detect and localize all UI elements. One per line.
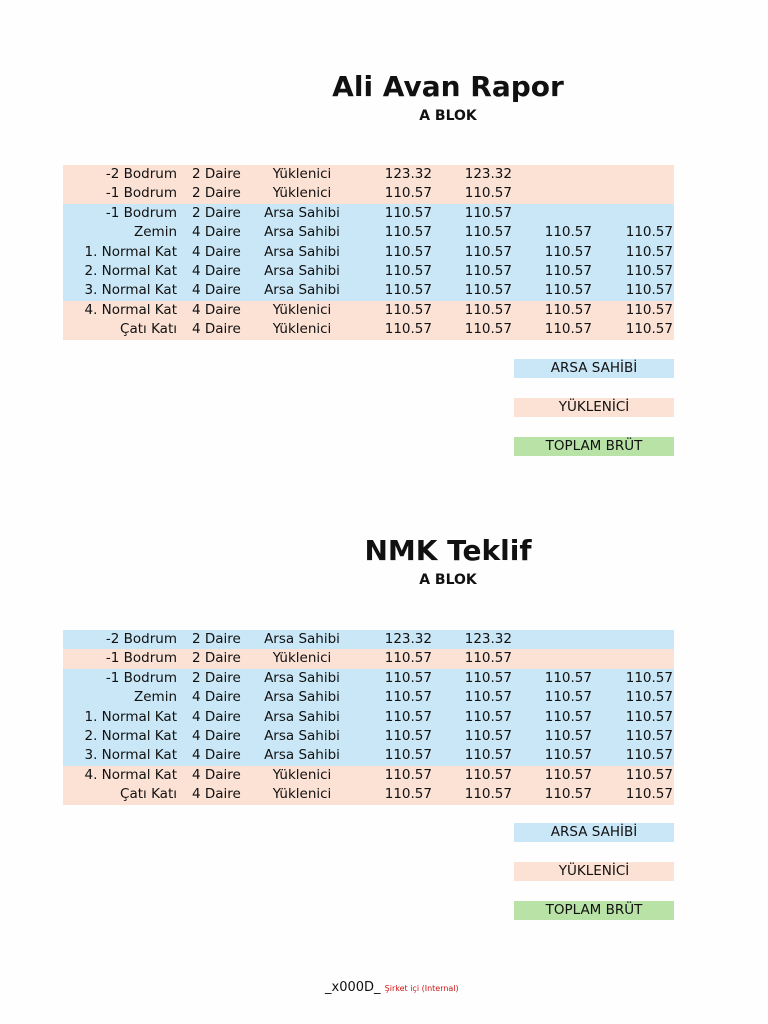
owner-cell: Arsa Sahibi [264, 727, 340, 744]
owner-cell: Arsa Sahibi [264, 224, 340, 241]
area-cell-3: 110.57 [544, 766, 592, 783]
floor-cell: 3. Normal Kat [84, 282, 177, 299]
section-subtitle: A BLOK [419, 108, 477, 124]
table-row [63, 630, 674, 649]
owner-cell: Yüklenici [272, 766, 332, 783]
units-cell: 4 Daire [192, 282, 241, 299]
section-title: Ali Avan Rapor [332, 70, 564, 103]
area-cell-2: 110.57 [464, 786, 512, 803]
table-row [63, 688, 674, 707]
owner-cell: Yüklenici [272, 185, 332, 202]
floor-cell: -1 Bodrum [105, 650, 177, 667]
floor-cell: 1. Normal Kat [84, 243, 177, 260]
area-cell-1: 110.57 [384, 224, 432, 241]
units-cell: 2 Daire [192, 669, 241, 686]
area-cell-3: 110.57 [544, 321, 592, 338]
footer-text: _x000D_ [325, 980, 381, 995]
area-cell-1: 123.32 [384, 631, 432, 647]
owner-cell: Yüklenici [272, 301, 332, 318]
table-row [63, 204, 674, 223]
area-cell-4: 110.57 [625, 747, 673, 764]
units-cell: 4 Daire [192, 262, 241, 279]
table-row [63, 243, 674, 262]
floor-cell: Zemin [133, 224, 177, 241]
table-row [63, 766, 674, 785]
owner-cell: Arsa Sahibi [264, 204, 340, 221]
area-cell-2: 110.57 [464, 727, 512, 744]
section-subtitle: A BLOK [419, 572, 477, 588]
area-cell-2: 110.57 [464, 689, 512, 706]
table-row [63, 649, 674, 668]
table-row [63, 301, 674, 320]
area-cell-2: 110.57 [464, 282, 512, 299]
footer [325, 980, 459, 995]
floor-cell: Çatı Katı [120, 321, 177, 338]
floor-cell: -1 Bodrum [105, 204, 177, 221]
floor-cell: 3. Normal Kat [84, 747, 177, 764]
floor-cell: -2 Bodrum [105, 166, 177, 182]
area-cell-4: 110.57 [625, 282, 673, 299]
owner-cell: Arsa Sahibi [264, 631, 340, 647]
table-row [63, 262, 674, 281]
floor-cell: 1. Normal Kat [84, 708, 177, 725]
area-cell-2: 110.57 [464, 669, 512, 686]
owner-cell: Yüklenici [272, 321, 332, 338]
units-cell: 4 Daire [192, 727, 241, 744]
area-cell-2: 110.57 [464, 301, 512, 318]
area-cell-3: 110.57 [544, 282, 592, 299]
owner-cell: Yüklenici [272, 786, 332, 803]
area-cell-1: 110.57 [384, 185, 432, 202]
area-cell-4: 110.57 [625, 262, 673, 279]
area-cell-2: 110.57 [464, 650, 512, 667]
area-cell-4: 110.57 [625, 243, 673, 260]
area-cell-4: 110.57 [625, 321, 673, 338]
area-cell-3: 110.57 [544, 747, 592, 764]
area-cell-4: 110.57 [625, 708, 673, 725]
area-cell-2: 110.57 [464, 204, 512, 221]
area-cell-3: 110.57 [544, 301, 592, 318]
area-cell-2: 110.57 [464, 262, 512, 279]
classification-label: Şirket içi (Internal) [384, 984, 459, 993]
area-cell-1: 110.57 [384, 747, 432, 764]
owner-cell: Arsa Sahibi [264, 262, 340, 279]
area-cell-4: 110.57 [625, 689, 673, 706]
floor-cell: 4. Normal Kat [84, 766, 177, 783]
area-cell-2: 123.32 [464, 166, 512, 182]
units-cell: 2 Daire [192, 631, 241, 647]
legend-yuklenici: YÜKLENİCİ [514, 862, 674, 881]
area-cell-2: 110.57 [464, 747, 512, 764]
legend-yuklenici: YÜKLENİCİ [514, 398, 674, 417]
legend-arsa-sahibi: ARSA SAHİBİ [514, 359, 674, 378]
floor-cell: Zemin [133, 689, 177, 706]
owner-cell: Arsa Sahibi [264, 669, 340, 686]
area-cell-4: 110.57 [625, 301, 673, 318]
area-cell-3: 110.57 [544, 243, 592, 260]
owner-cell: Yüklenici [272, 166, 332, 182]
area-cell-2: 110.57 [464, 321, 512, 338]
area-cell-1: 110.57 [384, 689, 432, 706]
area-cell-3: 110.57 [544, 689, 592, 706]
units-cell: 4 Daire [192, 708, 241, 725]
units-cell: 4 Daire [192, 766, 241, 783]
units-cell: 4 Daire [192, 243, 241, 260]
area-cell-1: 110.57 [384, 262, 432, 279]
area-cell-1: 110.57 [384, 669, 432, 686]
area-cell-1: 110.57 [384, 204, 432, 221]
area-cell-2: 110.57 [464, 243, 512, 260]
area-cell-2: 110.57 [464, 185, 512, 202]
area-cell-3: 110.57 [544, 727, 592, 744]
area-cell-1: 110.57 [384, 786, 432, 803]
area-cell-2: 110.57 [464, 766, 512, 783]
legend-arsa-sahibi: ARSA SAHİBİ [514, 823, 674, 842]
owner-cell: Arsa Sahibi [264, 243, 340, 260]
owner-cell: Arsa Sahibi [264, 708, 340, 725]
area-cell-2: 110.57 [464, 708, 512, 725]
owner-cell: Arsa Sahibi [264, 689, 340, 706]
units-cell: 2 Daire [192, 204, 241, 221]
area-cell-1: 110.57 [384, 766, 432, 783]
floor-cell: 2. Normal Kat [84, 262, 177, 279]
table-row [63, 746, 674, 765]
area-cell-4: 110.57 [625, 669, 673, 686]
table-row [63, 320, 674, 339]
area-cell-3: 110.57 [544, 224, 592, 241]
table-row [63, 281, 674, 300]
table-row [63, 223, 674, 242]
units-cell: 4 Daire [192, 224, 241, 241]
table-row [63, 165, 674, 184]
area-cell-1: 110.57 [384, 301, 432, 318]
area-cell-1: 110.57 [384, 321, 432, 338]
area-cell-2: 110.57 [464, 224, 512, 241]
owner-cell: Arsa Sahibi [264, 282, 340, 299]
area-cell-1: 110.57 [384, 708, 432, 725]
units-cell: 4 Daire [192, 747, 241, 764]
area-cell-4: 110.57 [625, 727, 673, 744]
units-cell: 4 Daire [192, 786, 241, 803]
area-cell-3: 110.57 [544, 786, 592, 803]
section-title: NMK Teklif [364, 534, 532, 567]
area-cell-1: 110.57 [384, 650, 432, 667]
area-cell-1: 110.57 [384, 282, 432, 299]
area-cell-3: 110.57 [544, 708, 592, 725]
area-cell-1: 123.32 [384, 166, 432, 182]
units-cell: 4 Daire [192, 321, 241, 338]
apartment-table [63, 630, 674, 805]
table-row [63, 669, 674, 688]
area-cell-4: 110.57 [625, 786, 673, 803]
floor-cell: 2. Normal Kat [84, 727, 177, 744]
legend-toplam-brut: TOPLAM BRÜT [514, 901, 674, 920]
table-row [63, 708, 674, 727]
area-cell-1: 110.57 [384, 727, 432, 744]
units-cell: 2 Daire [192, 185, 241, 202]
apartment-table [63, 165, 674, 340]
area-cell-3: 110.57 [544, 669, 592, 686]
units-cell: 2 Daire [192, 166, 241, 182]
owner-cell: Arsa Sahibi [264, 747, 340, 764]
units-cell: 4 Daire [192, 301, 241, 318]
area-cell-1: 110.57 [384, 243, 432, 260]
table-row [63, 785, 674, 804]
area-cell-4: 110.57 [625, 224, 673, 241]
floor-cell: -1 Bodrum [105, 185, 177, 202]
floor-cell: Çatı Katı [120, 786, 177, 803]
floor-cell: -2 Bodrum [105, 631, 177, 647]
owner-cell: Yüklenici [272, 650, 332, 667]
table-row [63, 184, 674, 203]
area-cell-3: 110.57 [544, 262, 592, 279]
floor-cell: -1 Bodrum [105, 669, 177, 686]
units-cell: 4 Daire [192, 689, 241, 706]
legend-toplam-brut: TOPLAM BRÜT [514, 437, 674, 456]
units-cell: 2 Daire [192, 650, 241, 667]
area-cell-2: 123.32 [464, 631, 512, 647]
area-cell-4: 110.57 [625, 766, 673, 783]
table-row [63, 727, 674, 746]
floor-cell: 4. Normal Kat [84, 301, 177, 318]
